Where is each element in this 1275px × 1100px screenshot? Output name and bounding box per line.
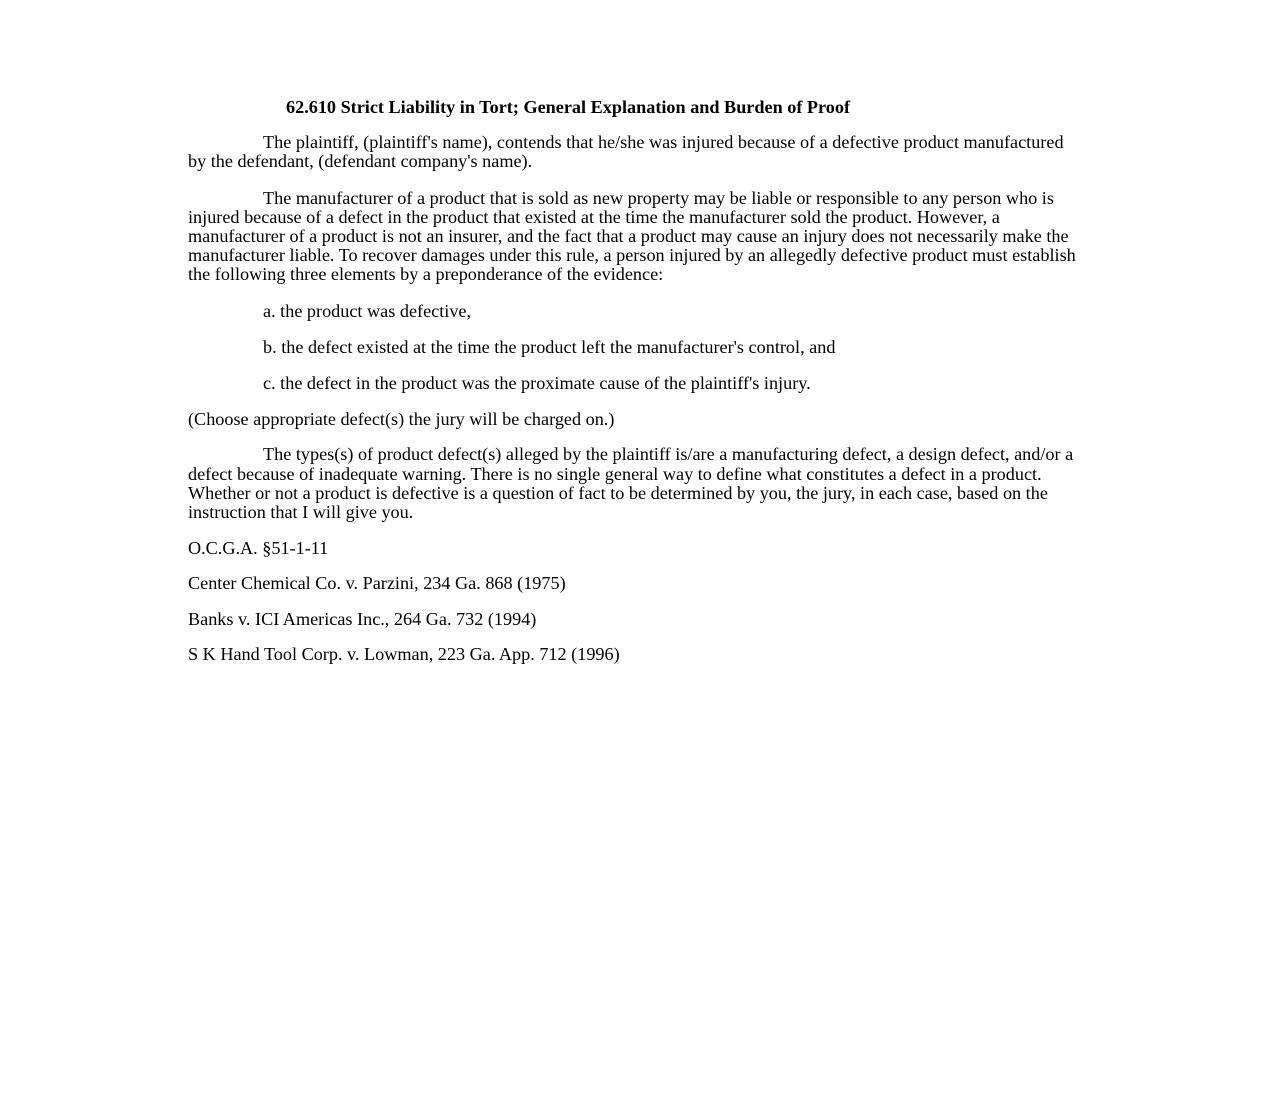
- intro-paragraph: The plaintiff, (plaintiff's name), contends that he/she was injured because of a defective product manufactured by the defendant, (defendant company's name).: [188, 132, 1064, 172]
- document-page: [188, 98, 1083, 680]
- instruction-note: (Choose appropriate defect(s) the jury will be charged on.): [188, 409, 615, 430]
- citation-case: S K Hand Tool Corp. v. Lowman, 223 Ga. App. 712 (1996): [188, 643, 620, 664]
- element-item-b: b. the defect existed at the time the product left the manufacturer's control, and: [263, 336, 836, 357]
- defect-types-paragraph: The types(s) of product defect(s) alleged by the plaintiff is/are a manufacturing defect, a design defect, and/or a defect because of inadequate warning. There is no single general way to define what constitutes a defect in a product. Whether or not a product is defective is a question of fact to be determined by you, the jury, in each case, based on the instruction that I will give you.: [188, 444, 1074, 523]
- element-item-c: c. the defect in the product was the proximate cause of the plaintiff's injury.: [263, 373, 811, 394]
- citation-case: Banks v. ICI Americas Inc., 264 Ga. 732 (1994): [188, 608, 537, 629]
- citation-statute: O.C.G.A. §51-1-11: [188, 538, 329, 559]
- element-item-a: a. the product was defective,: [263, 300, 472, 321]
- liability-paragraph: The manufacturer of a product that is sold as new property may be liable or responsible to any person who is injured because of a defect in the product that existed at the time the manufacturer sold the product. However, a manufacturer of a product is not an insurer, and the fact that a product may cause an injury does not necessarily make the manufacturer liable. To recover damages under this rule, a person injured by an allegedly defective product must establish the following three elements by a preponderance of the evidence:: [188, 187, 1076, 285]
- citation-case: Center Chemical Co. v. Parzini, 234 Ga. 868 (1975): [188, 573, 566, 594]
- document-title: 62.610 Strict Liability in Tort; General Explanation and Burden of Proof: [286, 97, 851, 117]
